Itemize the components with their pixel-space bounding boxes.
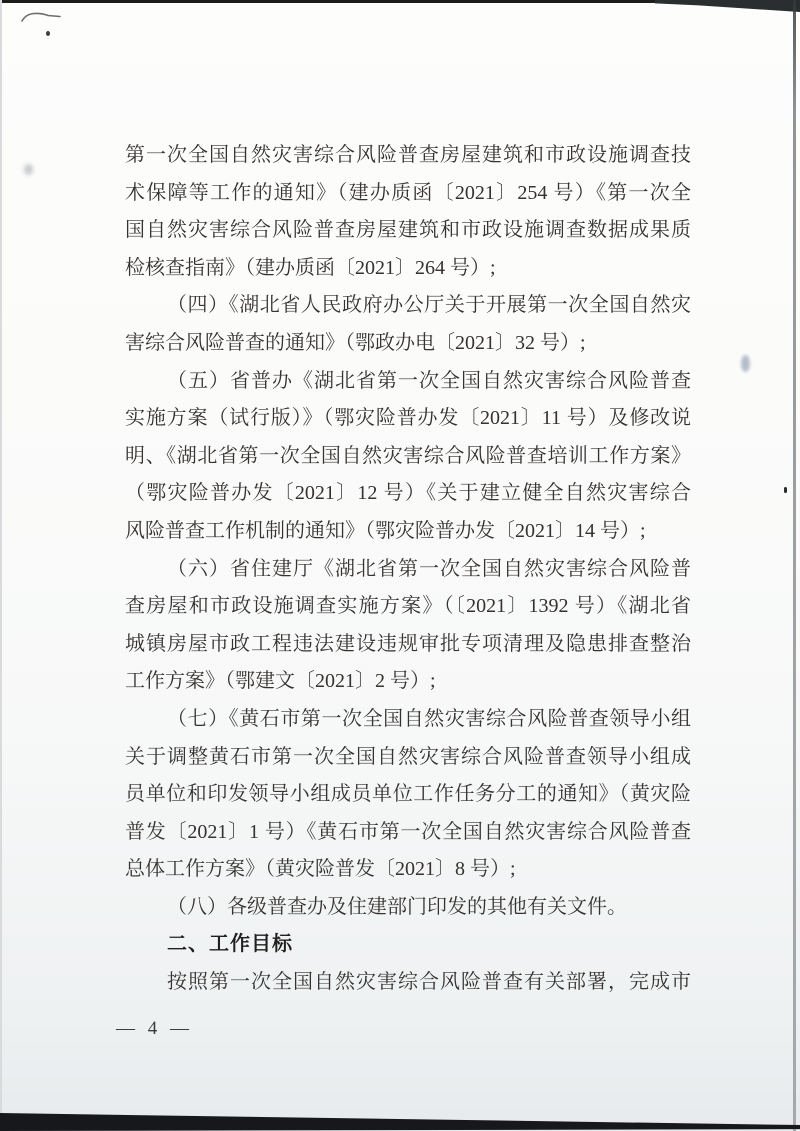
text-line: 风险普查工作机制的通知》（鄂灾险普办发〔2021〕14 号）; [125, 519, 646, 542]
text-line: （八）各级普查办及住建部门印发的其他有关文件。 [167, 895, 627, 918]
text-line: 检核查指南》（建办质函〔2021〕264 号）; [125, 256, 496, 279]
text-line: （七）《黄石市第一次全国自然灾害综合风险普查领导小组 [167, 707, 691, 730]
faint-smudge-mark [24, 164, 33, 175]
text-line: 普发〔2021〕1 号）《黄石市第一次全国自然灾害综合风险普查 [125, 820, 691, 843]
ink-dot-mark [46, 31, 50, 36]
text-line: 按照第一次全国自然灾害综合风险普查有关部署，完成市 [167, 971, 691, 994]
blue-smudge-mark [741, 355, 750, 372]
scan-edge-top-right-wedge [655, 0, 800, 12]
page-number: — 4 — [116, 1018, 193, 1039]
text-line: 术保障等工作的通知》（建办质函〔2021〕254 号）《第一次全 [125, 181, 691, 204]
scan-edge-bottom-band [0, 1108, 800, 1131]
text-line: 员单位和印发领导小组成员单位工作任务分工的通知》（黄灾险 [125, 783, 691, 806]
ink-speck-mark [784, 487, 787, 493]
scan-edge-right [793, 0, 796, 1131]
text-line: （六）省住建厅《湖北省第一次全国自然灾害综合风险普 [167, 557, 691, 580]
pen-squiggle-mark [20, 11, 62, 24]
text-line: 总体工作方案》（黄灾险普发〔2021〕8 号）; [125, 858, 516, 881]
text-line: 查房屋和市政设施调查实施方案》（〔2021〕1392 号）《湖北省 [125, 595, 691, 618]
text-line: 城镇房屋市政工程违法建设违规审批专项清理及隐患排查整治 [125, 632, 691, 655]
text-line: （五）省普办《湖北省第一次全国自然灾害综合风险普查 [167, 369, 691, 392]
document-body [125, 137, 691, 1002]
text-line: 第一次全国自然灾害综合风险普查房屋建筑和市政设施调查技 [125, 144, 691, 166]
text-line: 明、《湖北省第一次全国自然灾害综合风险普查培训工作方案》 [125, 444, 691, 467]
text-line: 国自然灾害综合风险普查房屋建筑和市政设施调查数据成果质 [125, 219, 691, 242]
text-line: 工作方案》（鄂建文〔2021〕2 号）; [125, 670, 436, 693]
text-line: 关于调整黄石市第一次全国自然灾害综合风险普查领导小组成 [125, 745, 691, 768]
section-heading: 二、工作目标 [167, 933, 293, 956]
text-line: 实施方案（试行版）》（鄂灾险普办发〔2021〕11 号）及修改说 [125, 407, 691, 430]
text-line: （鄂灾险普办发〔2021〕12 号）《关于建立健全自然灾害综合 [125, 482, 691, 505]
text-line: （四）《湖北省人民政府办公厅关于开展第一次全国自然灾 [167, 294, 691, 317]
scan-edge-left [0, 0, 2, 1131]
text-line: 害综合风险普查的通知》（鄂政办电〔2021〕32 号）; [125, 331, 586, 354]
